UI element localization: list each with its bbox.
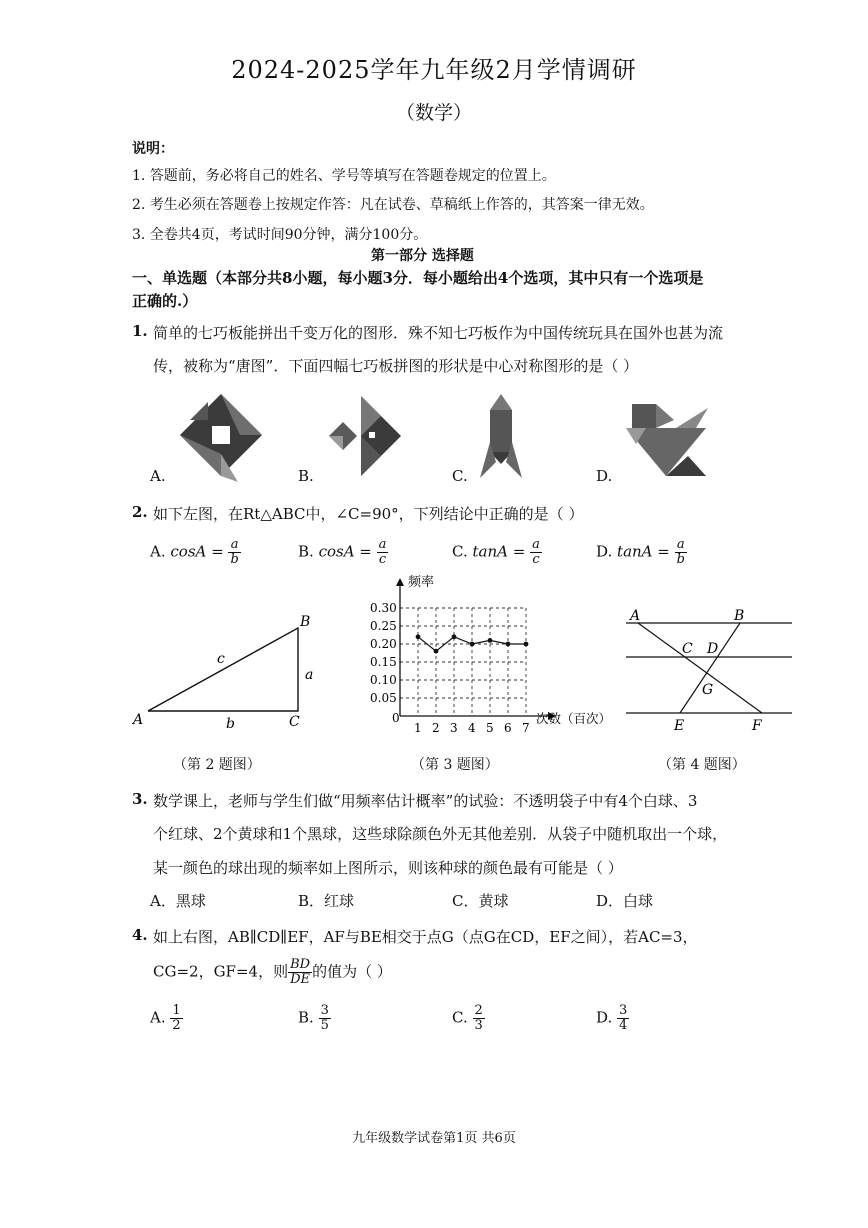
- q2-option-c: C. tanA = $\frac{a}{c}$: [452, 537, 540, 567]
- q2-number: 2.: [132, 503, 148, 521]
- exam-title: 2024-2025学年九年级2月学情调研: [231, 56, 637, 84]
- q3-option-a: A．黑球: [150, 892, 206, 910]
- tangram-bird-figure: [622, 400, 710, 478]
- y-tick-label: 0.05: [370, 691, 397, 705]
- x-tick-label: 3: [450, 721, 458, 735]
- data-point: [488, 638, 493, 643]
- q4-number: 4.: [132, 926, 148, 944]
- fig2-caption: （第 2 题图）: [173, 757, 261, 773]
- y-axis-label: 频率: [408, 575, 435, 590]
- q3-line3: 某一颜色的球出现的频率如上图所示，则该种球的颜色最有可能是（ ）: [153, 859, 623, 877]
- page-footer: 九年级数学试卷第1页 共6页: [352, 1131, 516, 1146]
- tangram-rocket-figure: [478, 392, 524, 482]
- q2-option-d: D. tanA = $\frac{a}{b}$: [596, 537, 685, 567]
- frequency-chart: [358, 572, 620, 738]
- point-g-label: G: [702, 682, 714, 698]
- q1-line2: 传，被称为“唐图”．下面四幅七巧板拼图的形状是中心对称图形的是（ ）: [153, 357, 639, 375]
- section-heading-line1: 一、单选题（本部分共8小题，每小题3分．每小题给出4个选项，其中只有一个选项是: [132, 269, 704, 287]
- point-f-label: F: [752, 718, 762, 734]
- vertex-c-label: C: [289, 714, 300, 730]
- data-point: [452, 634, 457, 639]
- side-c-label: c: [217, 651, 225, 667]
- tangram-fish-figure: [325, 392, 405, 480]
- q3-option-c: C．黄球: [452, 892, 509, 910]
- q3-option-b: B．红球: [298, 892, 355, 910]
- origin-label: 0: [392, 711, 400, 725]
- instruction-item-1: 1. 答题前，务必将自己的姓名、学号等填写在答题卷规定的位置上。: [132, 168, 556, 184]
- fig3-caption: （第 3 题图）: [411, 757, 499, 773]
- parallel-lines-figure: [622, 604, 796, 736]
- x-tick-label: 7: [522, 721, 530, 735]
- chart-grid: [400, 608, 526, 716]
- tangram-pinwheel-figure: [178, 392, 264, 484]
- q1-option-a: A.: [150, 467, 166, 485]
- section-heading-line2: 正确的.）: [132, 292, 198, 310]
- fig4-caption: （第 4 题图）: [658, 757, 746, 773]
- y-tick-label: 0.20: [370, 637, 397, 651]
- x-tick-label: 2: [432, 721, 440, 735]
- q4-line1: 如上右图，AB∥CD∥EF，AF与BE相交于点G（点G在CD，EF之间），若AC=3，: [153, 928, 698, 946]
- data-point: [434, 649, 439, 654]
- part-heading: 第一部分 选择题: [371, 248, 474, 264]
- point-e-label: E: [674, 718, 685, 734]
- data-point: [470, 642, 475, 647]
- instructions-label: 说明：: [132, 141, 174, 157]
- instruction-item-2: 2. 考生必须在答题卷上按规定作答：凡在试卷、草稿纸上作答的，其答案一律无效。: [132, 197, 654, 213]
- q3-line2: 个红球、2个黄球和1个黑球，这些球除颜色外无其他差别．从袋子中随机取出一个球，: [153, 825, 728, 843]
- q4-option-a: A. $\frac{1}{2}$: [150, 1003, 181, 1033]
- y-axis-arrow: [396, 578, 404, 586]
- x-axis-label: 次数（百次）: [536, 711, 612, 726]
- q1-number: 1.: [132, 322, 148, 340]
- data-point: [524, 642, 529, 647]
- side-a-label: a: [305, 667, 314, 683]
- point-c-label: C: [682, 641, 693, 657]
- q4-line2: CG=2，GF=4，则 $\frac{BD}{DE}$ 的值为（ ）: [153, 957, 392, 987]
- instruction-item-3: 3. 全卷共4页，考试时间90分钟，满分100分。: [132, 227, 428, 243]
- q3-line1: 数学课上，老师与学生们做“用频率估计概率”的试验：不透明袋子中有4个白球、3: [153, 792, 698, 810]
- side-b-label: b: [226, 716, 235, 732]
- q2-option-b: B. cosA = $\frac{a}{c}$: [298, 537, 387, 567]
- q1-option-b: B.: [298, 467, 314, 485]
- y-tick-label: 0.10: [370, 673, 397, 687]
- vertex-a-label: A: [133, 712, 144, 728]
- q3-number: 3.: [132, 790, 148, 808]
- y-tick-label: 0.30: [370, 601, 397, 615]
- x-tick-label: 4: [468, 721, 476, 735]
- q2-option-a: A. cosA = $\frac{a}{b}$: [150, 537, 239, 567]
- q1-line1: 简单的七巧板能拼出千变万化的图形．殊不知七巧板作为中国传统玩具在国外也甚为流: [153, 324, 724, 342]
- q1-option-c: C.: [452, 467, 468, 485]
- q1-option-d: D.: [596, 467, 613, 485]
- q4-option-b: B. $\frac{3}{5}$: [298, 1003, 329, 1033]
- point-b-label: B: [734, 608, 745, 624]
- data-point: [506, 642, 511, 647]
- x-tick-label: 6: [504, 721, 512, 735]
- vertex-b-label: B: [300, 614, 311, 630]
- q2-stem: 如下左图，在Rt△ABC中，∠C=90°，下列结论中正确的是（ ）: [153, 505, 584, 523]
- q3-option-d: D．白球: [596, 892, 654, 910]
- exam-subject: （数学）: [395, 102, 472, 124]
- triangle-figure: [128, 608, 328, 736]
- point-d-label: D: [707, 641, 719, 657]
- q4-option-c: C. $\frac{2}{3}$: [452, 1003, 483, 1033]
- x-tick-label: 5: [486, 721, 494, 735]
- q4-option-d: D. $\frac{3}{4}$: [596, 1003, 628, 1033]
- data-point: [416, 634, 421, 639]
- x-tick-label: 1: [414, 721, 422, 735]
- y-tick-label: 0.25: [370, 619, 397, 633]
- y-tick-label: 0.15: [370, 655, 397, 669]
- point-a-label: A: [630, 608, 641, 624]
